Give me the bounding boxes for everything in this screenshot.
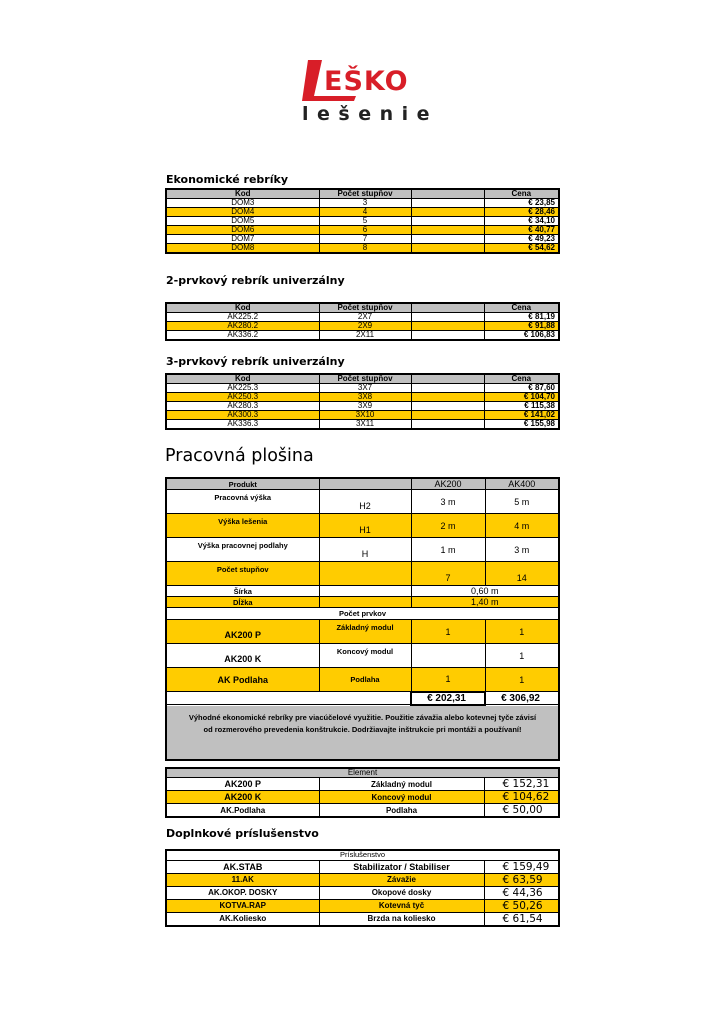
table-row	[166, 384, 559, 393]
section-title-economic: Ekonomické rebríky	[166, 173, 288, 186]
logo-subtitle: lešenie	[302, 103, 439, 125]
row-steps: 7	[319, 235, 411, 244]
table-row	[166, 411, 559, 420]
total-ak400: € 306,92	[485, 692, 559, 705]
row-desc: Stabilizator / Stabiliser	[319, 860, 484, 873]
row-code: DOM6	[166, 226, 319, 235]
header-steps: Počet stupňov	[319, 374, 411, 384]
company-logo	[300, 56, 439, 125]
table-row	[166, 208, 559, 217]
row-desc: Brzda na koliesko	[319, 912, 484, 926]
width-empty	[319, 586, 411, 597]
row-price: € 104,62	[484, 791, 559, 804]
table-row	[166, 886, 559, 899]
header-blank	[411, 189, 484, 199]
table-row	[166, 322, 559, 331]
row-desc: Podlaha	[319, 804, 484, 818]
header-blank	[411, 374, 484, 384]
scaffold-height-symbol: H1	[319, 514, 411, 538]
row-price: € 44,36	[484, 886, 559, 899]
row-price: € 28,46	[484, 208, 559, 217]
table-row	[166, 235, 559, 244]
row-code: AK250.3	[166, 393, 319, 402]
row-price: € 23,85	[484, 199, 559, 208]
steps-ak400: 14	[485, 562, 559, 586]
row-price: € 50,00	[484, 804, 559, 818]
section-title-platform: Pracovná plošina	[165, 446, 314, 466]
table-row	[166, 199, 559, 208]
ak200p-label: AK200 P	[166, 620, 319, 644]
total-empty-1	[166, 692, 319, 705]
header-ak200: AK200	[411, 478, 485, 490]
row-price: € 63,59	[484, 873, 559, 886]
section-title-three-part: 3-prvkový rebrík univerzálny	[166, 355, 345, 368]
row-code: AK.OKOP. DOSKY	[166, 886, 319, 899]
scaffold-height-ak400: 4 m	[485, 514, 559, 538]
row-code: AK280.3	[166, 402, 319, 411]
row-price: € 155,98	[484, 420, 559, 430]
work-height-ak400: 5 m	[485, 490, 559, 514]
ak200k-ak400: 1	[485, 644, 559, 668]
row-code: AK280.2	[166, 322, 319, 331]
row-code: KOTVA.RAP	[166, 899, 319, 912]
row-code: DOM7	[166, 235, 319, 244]
row-code: AK.STAB	[166, 860, 319, 873]
three_part-header-row	[166, 374, 559, 384]
row-price: € 159,49	[484, 860, 559, 873]
steps-ak200: 7	[411, 562, 485, 586]
row-blank	[411, 226, 484, 235]
row-blank	[411, 244, 484, 254]
table-row	[166, 912, 559, 926]
two-part-ladder-table	[165, 302, 560, 341]
row-code: AK.Koliesko	[166, 912, 319, 926]
table-row	[166, 244, 559, 254]
section-title-two-part: 2-prvkový rebrík univerzálny	[166, 274, 345, 287]
row-steps: 2X7	[319, 313, 411, 322]
row-blank	[411, 384, 484, 393]
table-row	[166, 804, 559, 818]
section-title-accessories: Doplnkové príslušenstvo	[166, 827, 319, 840]
table-row	[166, 778, 559, 791]
ak200p-desc: Základný modul	[319, 620, 411, 644]
header-code: Kod	[166, 189, 319, 199]
table-row	[166, 791, 559, 804]
accessories-header: Príslušenstvo	[166, 850, 559, 860]
row-price: € 87,60	[484, 384, 559, 393]
row-price: € 81,19	[484, 313, 559, 322]
row-price: € 54,62	[484, 244, 559, 254]
table-row	[166, 860, 559, 873]
row-code: AK225.3	[166, 384, 319, 393]
row-price: € 152,31	[484, 778, 559, 791]
scaffold-height-ak200: 2 m	[411, 514, 485, 538]
element-price-table	[165, 767, 560, 818]
header-steps: Počet stupňov	[319, 189, 411, 199]
platform-note-line-1: Výhodné ekonomické rebríky pre viacúčelové využitie. Použitie závažia alebo kotevnej tyče závisí	[188, 712, 537, 722]
podlaha-desc: Podlaha	[319, 668, 411, 692]
header-empty	[319, 478, 411, 490]
deck-height-label: Výška pracovnej podlahy	[166, 538, 319, 562]
header-price: Cena	[484, 189, 559, 199]
row-steps: 3	[319, 199, 411, 208]
table-row	[166, 393, 559, 402]
row-price: € 91,88	[484, 322, 559, 331]
row-desc: Koncový modul	[319, 791, 484, 804]
row-steps: 2X11	[319, 331, 411, 341]
row-code: DOM4	[166, 208, 319, 217]
table-row	[166, 873, 559, 886]
total-ak200: € 202,31	[411, 692, 485, 705]
row-blank	[411, 199, 484, 208]
deck-height-ak400: 3 m	[485, 538, 559, 562]
ak200p-ak200: 1	[411, 620, 485, 644]
podlaha-ak400: 1	[485, 668, 559, 692]
elements-count-label: Počet prvkov	[166, 608, 559, 620]
header-product: Produkt	[166, 478, 319, 490]
length-label: Dĺžka	[166, 597, 319, 608]
row-code: AK.Podlaha	[166, 804, 319, 818]
row-steps: 4	[319, 208, 411, 217]
header-price: Cena	[484, 303, 559, 313]
platform-table	[165, 477, 560, 761]
work-height-label: Pracovná výška	[166, 490, 319, 514]
length-value: 1,40 m	[411, 597, 559, 608]
row-steps: 3X11	[319, 420, 411, 430]
row-desc: Závažie	[319, 873, 484, 886]
row-price: € 106,83	[484, 331, 559, 341]
header-ak400: AK400	[485, 478, 559, 490]
row-blank	[411, 402, 484, 411]
ak200p-ak400: 1	[485, 620, 559, 644]
platform-note	[166, 705, 559, 760]
row-price: € 49,23	[484, 235, 559, 244]
two_part-header-row	[166, 303, 559, 313]
ak200k-ak200	[411, 644, 485, 668]
header-code: Kod	[166, 374, 319, 384]
row-code: AK336.3	[166, 420, 319, 430]
logo-wordmark	[300, 56, 424, 102]
table-row	[166, 420, 559, 430]
row-price: € 34,10	[484, 217, 559, 226]
row-code: DOM8	[166, 244, 319, 254]
header-steps: Počet stupňov	[319, 303, 411, 313]
row-code: AK336.2	[166, 331, 319, 341]
row-blank	[411, 235, 484, 244]
work-height-ak200: 3 m	[411, 490, 485, 514]
row-steps: 3X8	[319, 393, 411, 402]
total-empty-2	[319, 692, 411, 705]
row-blank	[411, 420, 484, 430]
row-desc: Kotevná tyč	[319, 899, 484, 912]
steps-label: Počet stupňov	[166, 562, 319, 586]
row-code: AK200 K	[166, 791, 319, 804]
table-row	[166, 313, 559, 322]
row-code: DOM3	[166, 199, 319, 208]
row-blank	[411, 322, 484, 331]
deck-height-symbol: H	[319, 538, 411, 562]
svg-text:EŠKO: EŠKO	[324, 66, 409, 97]
accessories-table	[165, 849, 560, 927]
podlaha-label: AK Podlaha	[166, 668, 319, 692]
row-blank	[411, 208, 484, 217]
row-steps: 5	[319, 217, 411, 226]
row-blank	[411, 331, 484, 341]
header-blank	[411, 303, 484, 313]
row-steps: 3X10	[319, 411, 411, 420]
deck-height-ak200: 1 m	[411, 538, 485, 562]
row-steps: 6	[319, 226, 411, 235]
row-price: € 141,02	[484, 411, 559, 420]
row-price: € 115,38	[484, 402, 559, 411]
row-steps: 2X9	[319, 322, 411, 331]
row-code: AK225.2	[166, 313, 319, 322]
podlaha-ak200: 1	[411, 668, 485, 692]
table-row	[166, 899, 559, 912]
three-part-ladder-table	[165, 373, 560, 430]
row-code: AK200 P	[166, 778, 319, 791]
row-blank	[411, 217, 484, 226]
work-height-symbol: H2	[319, 490, 411, 514]
row-code: DOM5	[166, 217, 319, 226]
row-blank	[411, 411, 484, 420]
row-blank	[411, 313, 484, 322]
row-desc: Okopové dosky	[319, 886, 484, 899]
table-row	[166, 217, 559, 226]
row-price: € 61,54	[484, 912, 559, 926]
row-price: € 50,26	[484, 899, 559, 912]
row-price: € 40,77	[484, 226, 559, 235]
table-row	[166, 402, 559, 411]
scaffold-height-label: Výška lešenia	[166, 514, 319, 538]
row-steps: 3X9	[319, 402, 411, 411]
row-steps: 3X7	[319, 384, 411, 393]
length-empty	[319, 597, 411, 608]
row-code: 11.AK	[166, 873, 319, 886]
width-label: Šírka	[166, 586, 319, 597]
row-desc: Základný modul	[319, 778, 484, 791]
ak200k-label: AK200 K	[166, 644, 319, 668]
ak200k-desc: Koncový modul	[319, 644, 411, 668]
header-price: Cena	[484, 374, 559, 384]
table-row	[166, 331, 559, 341]
row-code: AK300.3	[166, 411, 319, 420]
row-price: € 104,70	[484, 393, 559, 402]
width-value: 0,60 m	[411, 586, 559, 597]
element-header: Element	[166, 768, 559, 778]
row-blank	[411, 393, 484, 402]
platform-note-line-2: od rozmerového prevedenia konštrukcie. Dodržiavajte inštrukcie pri montáži a používaní!	[203, 724, 522, 734]
steps-empty	[319, 562, 411, 586]
economic-ladder-table	[165, 188, 560, 254]
row-steps: 8	[319, 244, 411, 254]
economic-header-row	[166, 189, 559, 199]
table-row	[166, 226, 559, 235]
header-code: Kod	[166, 303, 319, 313]
